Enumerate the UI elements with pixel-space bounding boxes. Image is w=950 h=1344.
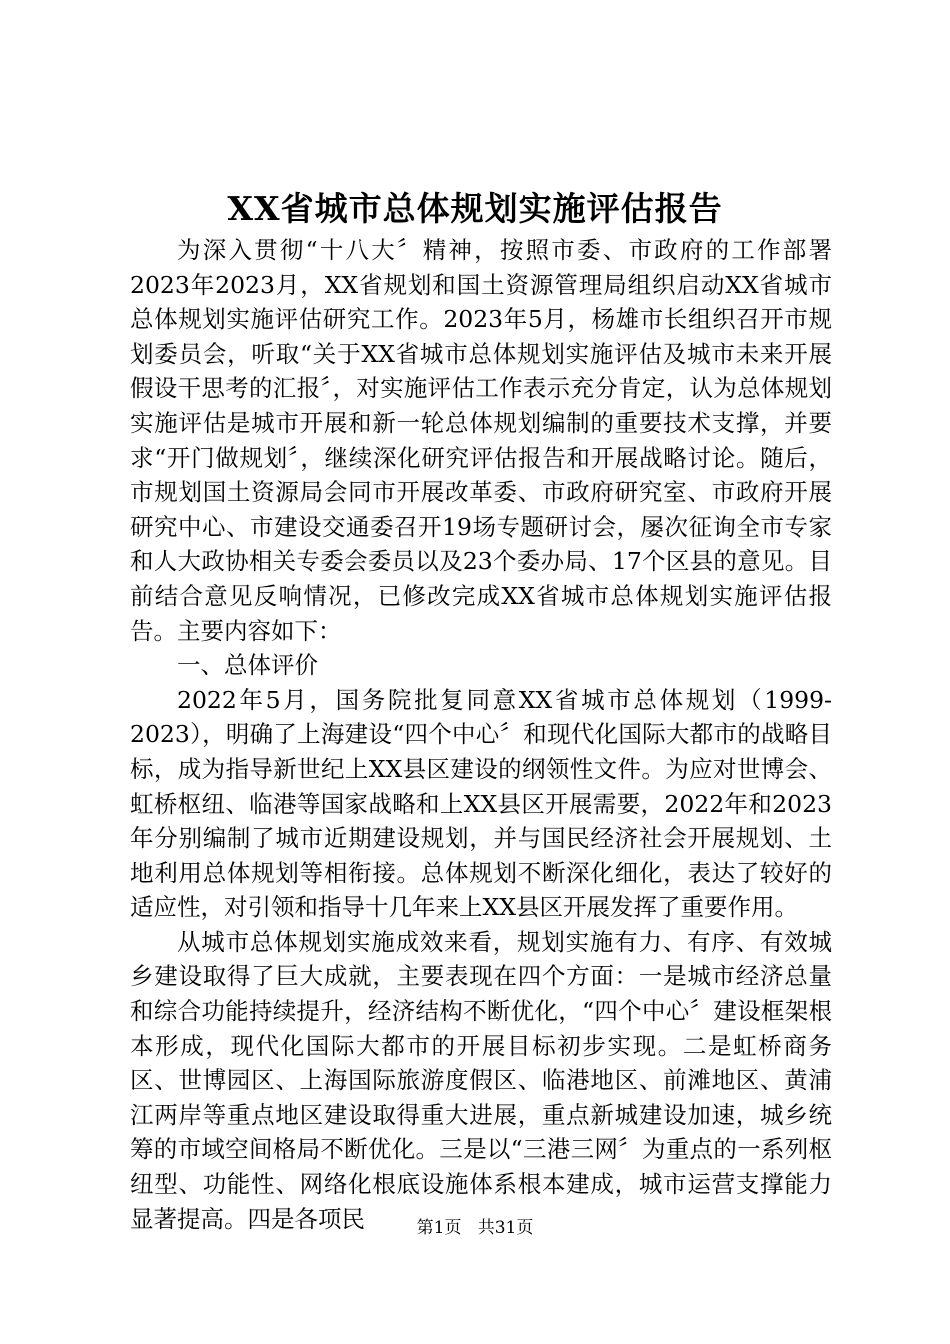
paragraph-intro: 为深入贯彻“十八大〞精神，按照市委、市政府的工作部署2023年2023月，XX省规划和国土资源管理局组织启动XX省城市总体规划实施评估研究工作。2023年5月，杨雄市长组织召开市规划委员会，听取“关于XX省城市总体规划实施评估及城市未来开展假设干思考的汇报〞，对实施评估工作表示充分肯定，认为总体规划实施评估是城市开展和新一轮总体规划编制的重要技术支撑，并要求“开门做规划〞，继续深化研究评估报告和开展战略讨论。随后，市规划国土资源局会同市开展改革委、市政府研究室、市政府开展研究中心、市建设交通委召开19场专题研讨会，屡次征询全市专家和人大政协相关专委会委员以及23个委办局、17个区县的意见。目前结合意见反响情况，已修改完成XX省城市总体规划实施评估报告。主要内容如下： [130,236,832,645]
page-total: 共31页 [477,1218,534,1238]
page-number: 第1页 [416,1218,462,1238]
paragraph-overview: 2022年5月，国务院批复同意XX省城市总体规划（1999-2023），明确了上海建设“四个中心〞和现代化国际大都市的战略目标，成为指导新世纪上XX县区建设的纲领性文件。为应对世博会、虹桥枢纽、临港等国家战略和上XX县区开展需要，2022年和2023年分别编制了城市近期建设规划，并与国民经济社会开展规划、土地利用总体规划等相衔接。总体规划不断深化细化，表达了较好的适应性，对引领和指导十几年来上XX县区开展发挥了重要作用。 [130,685,832,922]
document-title: XX省城市总体规划实施评估报告 [227,189,723,228]
document-body [130,233,832,1236]
paragraph-achievements: 从城市总体规划实施成效来看，规划实施有力、有序、有效城乡建设取得了巨大成就，主要表现在四个方面：一是城市经济总量和综合功能持续提升，经济结构不断优化，“四个中心〞建设框架根本形成，现代化国际大都市的开展目标初步实现。二是虹桥商务区、世博园区、上海国际旅游度假区、临港地区、前滩地区、黄浦江两岸等重点地区建设取得重大进展，重点新城建设加速，城乡统筹的市域空间格局不断优化。三是以“三港三网〞为重点的一系列枢纽型、功能性、网络化根底设施体系根本建成，城市运营支撑能力显著提高。四是各项民 [130,927,832,1233]
section-heading: 一、总体评价 [177,651,318,680]
page-footer [0,1216,950,1240]
